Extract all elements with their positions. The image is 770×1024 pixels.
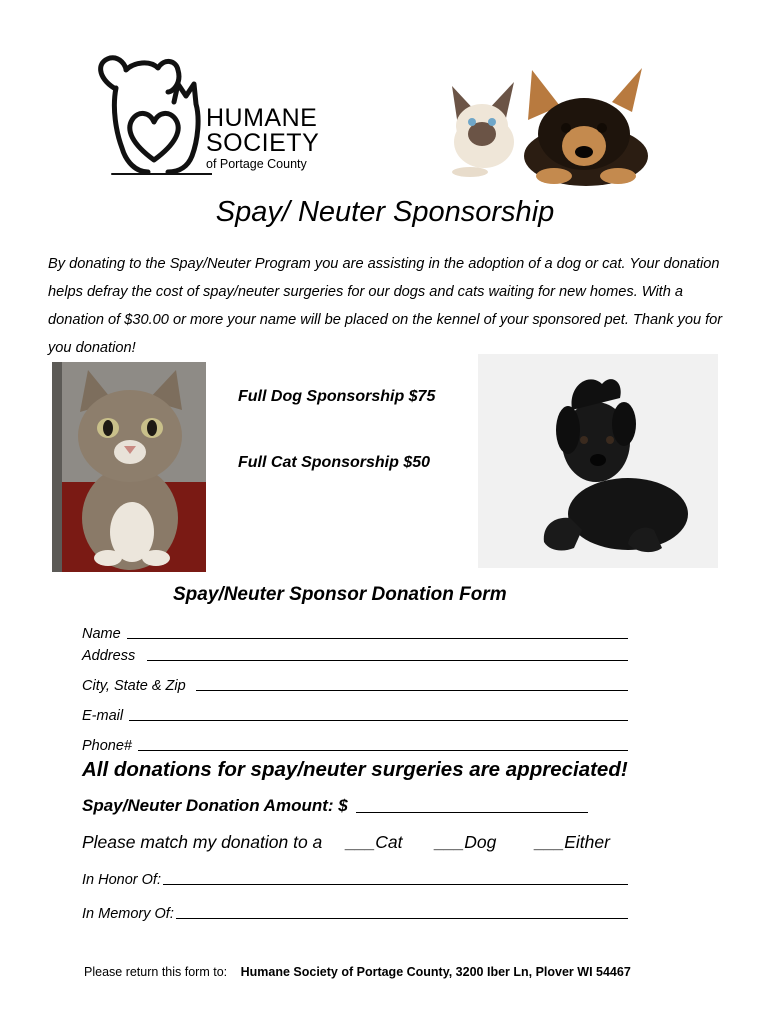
return-address-text: Humane Society of Portage County, 3200 Iber Ln, Plover WI 54467 xyxy=(240,965,631,979)
address-field[interactable] xyxy=(82,648,628,664)
dog-sponsorship-tier: Full Dog Sponsorship $75 xyxy=(238,388,436,405)
match-label: Please match my donation to a xyxy=(82,832,323,852)
humane-society-logo xyxy=(92,48,324,180)
name-label: Name xyxy=(82,626,121,642)
in-memory-of-field[interactable] xyxy=(82,906,628,922)
match-either-option[interactable]: ___Either xyxy=(535,832,610,852)
city-state-zip-field[interactable] xyxy=(82,678,628,694)
honor-line[interactable] xyxy=(163,883,628,885)
logo-line-county: of Portage County xyxy=(206,157,307,171)
match-dog-option[interactable]: ___Dog xyxy=(435,832,497,852)
in-honor-of-field[interactable] xyxy=(82,872,628,888)
cat-sponsorship-tier: Full Cat Sponsorship $50 xyxy=(238,454,431,471)
phone-line[interactable] xyxy=(138,749,628,751)
email-label: E-mail xyxy=(82,708,124,724)
name-field[interactable] xyxy=(82,626,628,642)
memory-label: In Memory Of: xyxy=(82,906,174,922)
black-puppy-photo xyxy=(478,354,718,568)
name-line[interactable] xyxy=(127,637,628,639)
return-label: Please return this form to: xyxy=(84,965,228,979)
form-title: Spay/Neuter Sponsor Donation Form xyxy=(173,584,507,605)
match-donation-row xyxy=(82,832,642,856)
memory-line[interactable] xyxy=(176,917,628,919)
page-title: Spay/ Neuter Sponsorship xyxy=(215,196,555,228)
match-cat-option[interactable]: ___Cat xyxy=(346,832,403,852)
logo-line-humane: HUMANE xyxy=(206,104,318,132)
donation-amount-label: Spay/Neuter Donation Amount: $ xyxy=(82,796,348,815)
address-line[interactable] xyxy=(147,659,628,661)
dog-cat-heart-logo-icon xyxy=(92,48,212,180)
city-line[interactable] xyxy=(196,689,628,691)
appreciated-heading: All donations for spay/neuter surgeries are appreciated! xyxy=(82,758,628,781)
logo-line-society: SOCIETY xyxy=(206,129,320,157)
honor-label: In Honor Of: xyxy=(82,872,161,888)
phone-field[interactable] xyxy=(82,738,628,754)
donation-amount-field[interactable] xyxy=(82,796,622,816)
email-field[interactable] xyxy=(82,708,628,724)
intro-paragraph: By donating to the Spay/Neuter Program you are assisting in the adoption of a dog or cat. Your donation helps defray the cost of spay/neuter surgeries for our dogs and cats waiting for new homes. With a donation of $30.00 or more your name will be placed on the kennel of your sponsored pet. Thank you for you donation! xyxy=(48,256,723,356)
cat-and-puppy-photo xyxy=(436,60,648,188)
kitten-photo xyxy=(52,362,206,572)
logo-text xyxy=(206,106,319,171)
city-label: City, State & Zip xyxy=(82,678,186,694)
donation-amount-line[interactable] xyxy=(356,812,588,813)
return-address xyxy=(84,965,631,979)
email-line[interactable] xyxy=(129,719,628,721)
address-label: Address xyxy=(82,648,136,664)
phone-label: Phone# xyxy=(82,738,132,754)
